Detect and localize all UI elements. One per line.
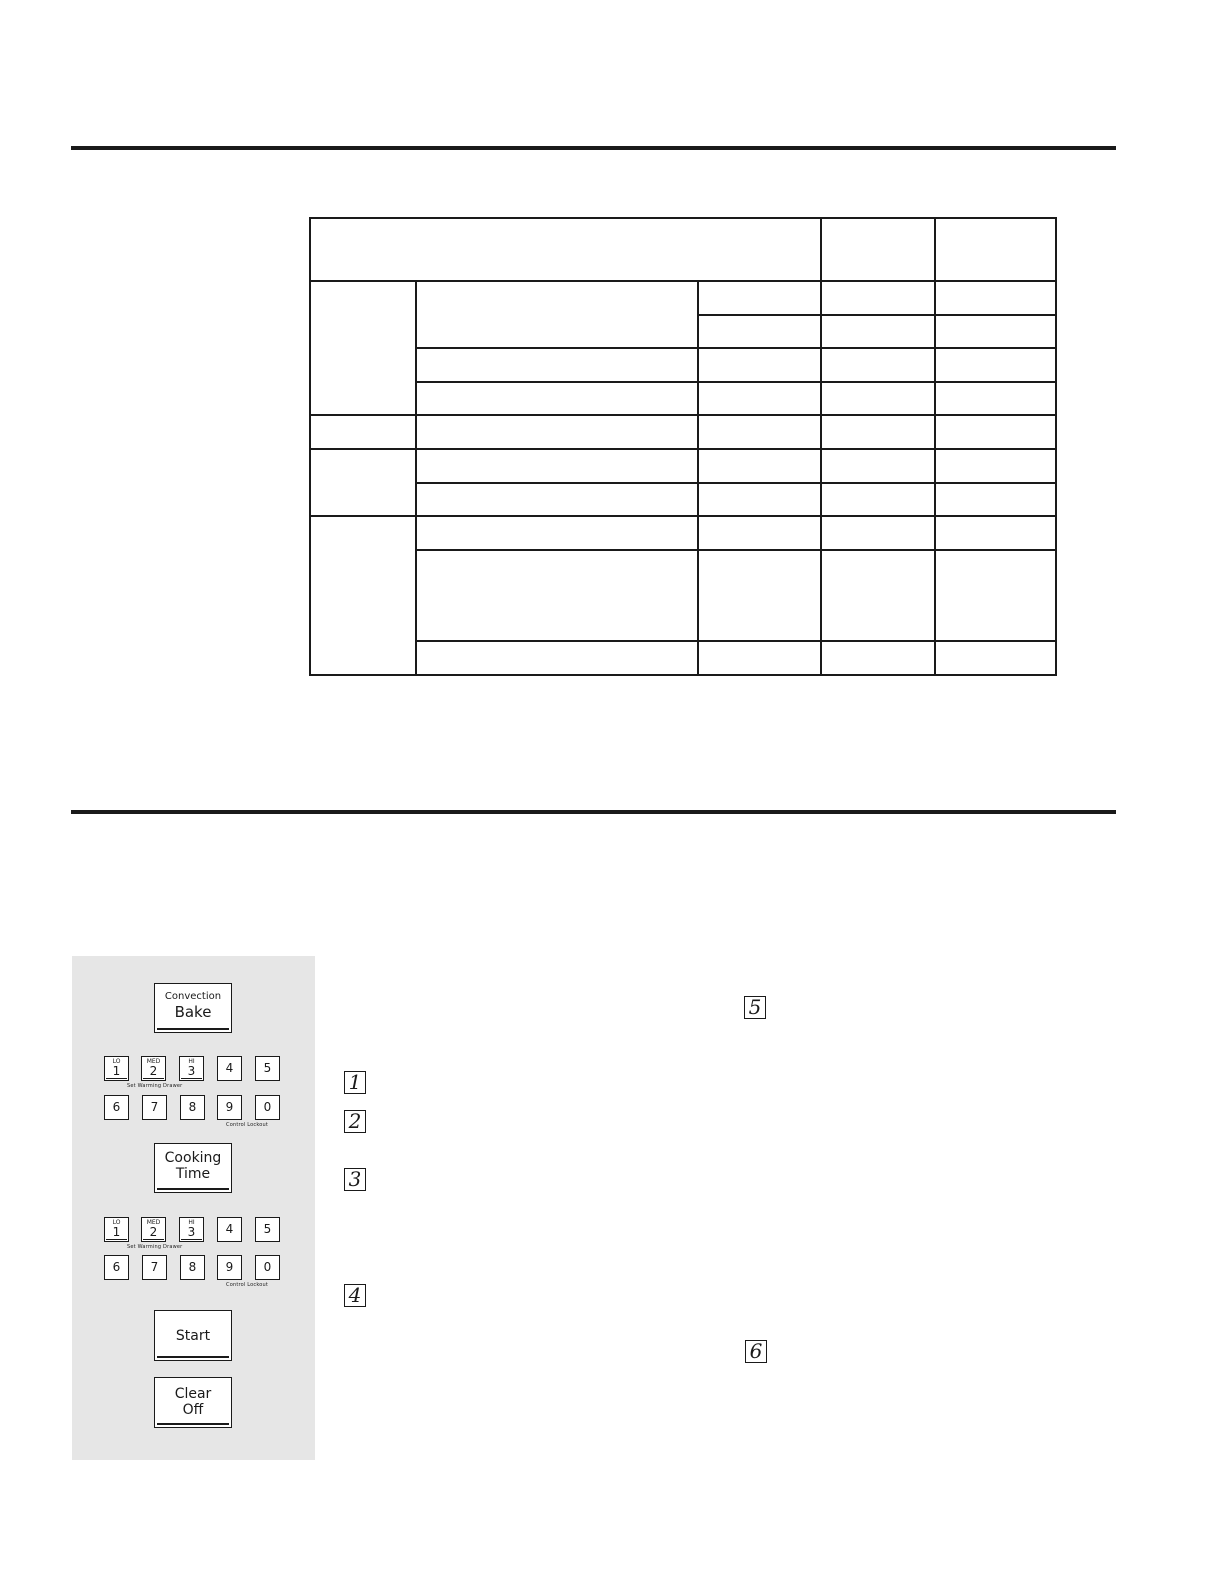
set-warming-drawer-caption: Set Warming Drawer: [127, 1244, 183, 1250]
key-9[interactable]: 9: [217, 1095, 242, 1120]
step-2-marker: 2: [344, 1110, 366, 1133]
convection-bake-label-bottom: Bake: [174, 1003, 212, 1021]
key-1-lo[interactable]: [104, 1217, 129, 1242]
step-3-marker: 3: [344, 1168, 366, 1191]
clear-off-button[interactable]: [154, 1377, 232, 1428]
key-6[interactable]: 6: [104, 1255, 129, 1280]
key-3-hi-label: HI: [188, 1219, 195, 1226]
clear-off-label-top: Clear: [174, 1386, 212, 1402]
key-1-lo-label: LO: [112, 1219, 121, 1226]
key-1-lo[interactable]: [104, 1056, 129, 1081]
key-7[interactable]: 7: [142, 1095, 167, 1120]
key-0[interactable]: 0: [255, 1095, 280, 1120]
key-8[interactable]: 8: [180, 1095, 205, 1120]
step-4-marker: 4: [344, 1284, 366, 1307]
key-3-hi[interactable]: [179, 1217, 204, 1242]
control-lockout-caption: Control Lockout: [226, 1122, 269, 1128]
key-1-digit: 1: [112, 1064, 121, 1078]
key-5[interactable]: 5: [255, 1217, 280, 1242]
key-3-digit: 3: [187, 1064, 196, 1078]
clear-off-label-bottom: Off: [182, 1402, 204, 1418]
key-6[interactable]: 6: [104, 1095, 129, 1120]
key-1-digit: 1: [112, 1225, 121, 1239]
key-2-digit: 2: [149, 1064, 158, 1078]
control-lockout-caption: Control Lockout: [226, 1282, 269, 1288]
cooking-time-label-top: Cooking: [164, 1150, 222, 1166]
key-7[interactable]: 7: [142, 1255, 167, 1280]
set-warming-drawer-caption: Set Warming Drawer: [127, 1083, 183, 1089]
key-4[interactable]: 4: [217, 1217, 242, 1242]
key-3-hi[interactable]: [179, 1056, 204, 1081]
key-9[interactable]: 9: [217, 1255, 242, 1280]
convection-bake-label-top: Convection: [164, 991, 222, 1002]
section-rule-middle: [71, 810, 1116, 814]
key-1-lo-label: LO: [112, 1058, 121, 1065]
step-5-marker: 5: [744, 996, 766, 1019]
cooking-time-button[interactable]: [154, 1143, 232, 1193]
cooking-time-label-bottom: Time: [175, 1166, 211, 1182]
control-panel: [72, 956, 315, 1460]
start-button[interactable]: [154, 1310, 232, 1361]
step-6-marker: 6: [745, 1340, 767, 1363]
start-label: Start: [175, 1328, 211, 1344]
guide-table: [0, 0, 1225, 700]
key-3-digit: 3: [187, 1225, 196, 1239]
key-2-med-label: MED: [146, 1219, 161, 1226]
key-4[interactable]: 4: [217, 1056, 242, 1081]
key-2-med[interactable]: [141, 1217, 166, 1242]
section-rule-top: [71, 146, 1116, 150]
table-border: [310, 218, 1056, 675]
key-0[interactable]: 0: [255, 1255, 280, 1280]
key-5[interactable]: 5: [255, 1056, 280, 1081]
convection-bake-button[interactable]: [154, 983, 232, 1033]
key-2-med[interactable]: [141, 1056, 166, 1081]
step-1-marker: 1: [344, 1071, 366, 1094]
key-2-digit: 2: [149, 1225, 158, 1239]
key-2-med-label: MED: [146, 1058, 161, 1065]
key-8[interactable]: 8: [180, 1255, 205, 1280]
key-3-hi-label: HI: [188, 1058, 195, 1065]
